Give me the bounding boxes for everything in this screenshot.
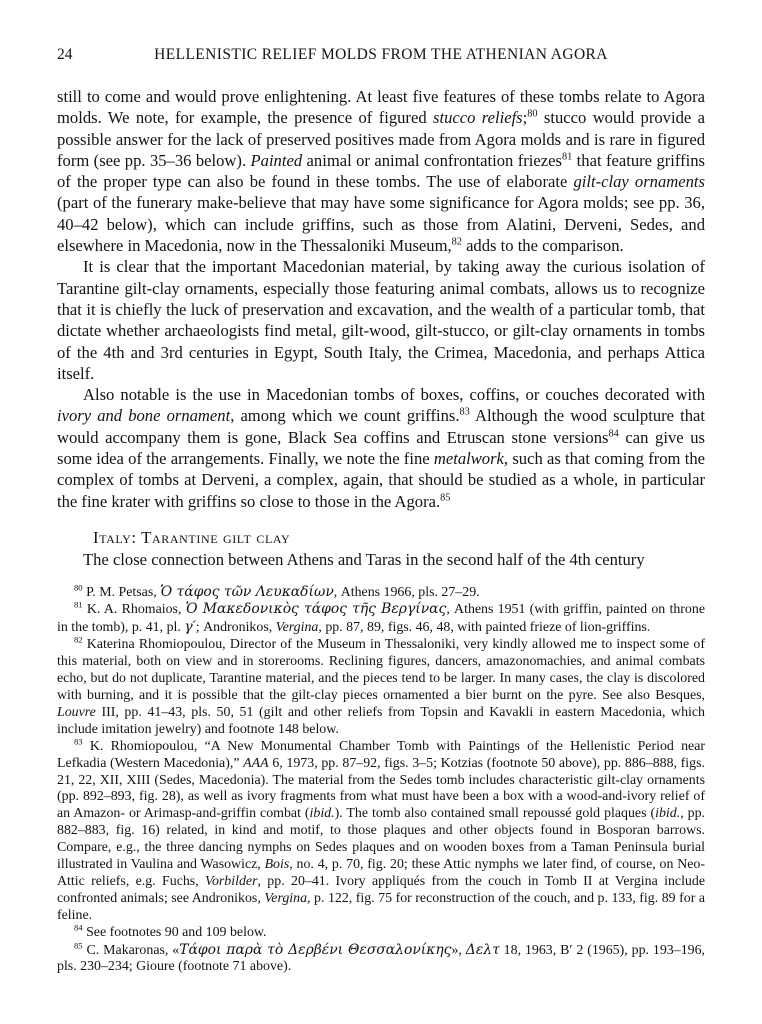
text-segment: See footnotes 90 and 109 below. — [82, 924, 267, 940]
footnote-82 — [57, 634, 705, 738]
footnote-83 — [57, 736, 706, 925]
text-segment: can give us some idea of the arrangements. Finally, we note the fine — [57, 427, 706, 469]
footnote-reference: 83 — [459, 406, 470, 418]
text-segment: still to come and would prove enlightening. At least five features of these tombs relate to Agora molds. We note, for example, the presence of figured — [57, 87, 705, 128]
footnote-reference: 81 — [561, 151, 573, 163]
text-segment: , pp. 882–883, fig. 16) related, in kind and motif, to those plaques and other objects found in Bosporan barrows. Compare, e.g., the three dancing nymphs on Sedes plaques and on wooden boxes from a Taman Peninsula burial illustrated in Vaulina and Wasowicz, — [57, 806, 706, 873]
text-segment: Ὁ Μακεδονικὸς τάφος τῆς Βεργίνας — [185, 601, 447, 618]
text-segment: , no. 4, p. 70, fig. 20; these Attic nymphs we later find, of course, on Neo-Attic reliefs, e.g. Fuchs, — [57, 857, 705, 889]
text-segment: C. Makaronas, « — [82, 942, 180, 958]
text-segment: K. A. Rhomaios, — [82, 602, 186, 618]
text-segment: γ′ — [184, 619, 196, 636]
text-segment: Although the wood sculpture that would accompany them is gone, Black Sea coffins and Etruscan stone versions — [57, 406, 705, 447]
text-segment: Vergina — [275, 620, 319, 636]
text-segment: adds to the comparison. — [461, 236, 624, 256]
text-segment: Vergina — [264, 890, 308, 906]
footnote-81 — [57, 601, 705, 637]
text-segment: Also notable is the use in Macedonian tombs of boxes, coffins, or couches decorated with — [83, 385, 705, 405]
footnote-reference: 82 — [451, 236, 462, 248]
footnote-reference: 84 — [74, 922, 83, 933]
text-segment: AAA — [243, 755, 269, 771]
page-header — [57, 46, 705, 68]
footnote-reference: 82 — [74, 634, 83, 645]
text-segment: P. M. Petsas, — [82, 584, 161, 600]
text-segment: , p. 122, fig. 75 for reconstruction of the couch, and p. 133, fig. 89 for a feline. — [57, 890, 705, 923]
footnote-84 — [57, 922, 705, 942]
text-segment: ; — [522, 108, 528, 128]
text-segment: 18, 1963, Β′ 2 (1965), pp. 193–196, pls. 230–234; Gioure (footnote 71 above). — [57, 942, 705, 975]
text-segment: 6, 1973, pp. 87–92, figs. 3–5; Kotzias (footnote 50 above), pp. 886–888, figs. 21, 22, XII, XIII (Sedes, Macedonia). The material from the Sedes tomb includes characteristic gilt-clay ornaments (pp. 892–893, fig. 28), as well as ivory fragments from what must have been a box with a wood-and-ivory relief of an Amazon- or Arimasp-and-griffin combat ( — [57, 755, 705, 822]
section-opening-paragraph: The close connection between Athens and Taras in the second half of the 4th century — [83, 550, 645, 570]
text-segment: Τάφοι παρὰ τὸ Δερβένι Θεσσαλονίκης — [179, 941, 452, 958]
text-segment: », — [451, 942, 466, 958]
text-segment: Katerina Rhomiopoulou, Director of the Museum in Thessaloniki, very kindly allowed me to inspect some of this material, both on view and in storerooms. Reclining figures, dancers, amazonomachies, and animal combats echo, but do not duplicate, Tarantine material, and the pieces tend to be larger. In many cases, the clay is discolored with burning, and it is possible that the gilt-clay pieces ornamented a bier burnt on the pyre. See also Besques, — [57, 637, 705, 703]
text-segment: , pp. 87, 89, figs. 46, 48, with painted frieze of lion-griffins. — [318, 620, 651, 636]
text-segment: , pp. 20–41. Ivory appliqués from the couch in Tomb II at Vergina include confronted animals; see Andronikos, — [57, 873, 705, 906]
running-title: HELLENISTIC RELIEF MOLDS FROM THE ATHENIAN AGORA — [154, 46, 608, 63]
text-segment: Δελτ — [465, 941, 500, 958]
footnote-reference: 84 — [608, 428, 619, 440]
text-segment: , Athens 1951 (with griffin, painted on throne in the tomb), p. 41, pl. — [57, 602, 705, 636]
footnote-85 — [57, 939, 705, 977]
text-segment: ibid. — [655, 806, 681, 822]
footnote-80 — [57, 581, 705, 602]
footnote-reference: 85 — [74, 939, 83, 950]
body-paragraph — [57, 384, 705, 512]
body-paragraph — [57, 86, 705, 256]
page-number: 24 — [57, 46, 73, 63]
text-segment: Ὁ τάφος τῶν Λευκαδίων — [160, 583, 334, 600]
text-segment: metalwork — [433, 449, 504, 469]
text-segment: It is clear that the important Macedonian material, by taking away the curious isolation of Tarantine gilt-clay ornaments, especially those featuring animal combats, allows us to recognize that it is chiefly the luck of preservation and excavation, and the wealth of a particular tomb, that dictate whether archaeologists find metal, gilt-wood, gilt-stucco, or gilt-clay ornaments in tombs of the 4th and 3rd centuries in Egypt, South Italy, the Crimea, Macedonia, and perhaps Attica itself. — [57, 257, 705, 383]
text-segment: (part of the funerary make-believe that may have some significance for Agora molds; see pp. 36, 40–42 below), which can include griffins, such as those from Alatini, Derveni, Sedes, and elsewhere in Macedonia, now in the Thessaloniki Museum, — [57, 193, 705, 256]
text-segment: Bois — [264, 857, 290, 873]
text-segment: that feature griffins of the proper type can also be found in these tombs. The use of elaborate — [57, 150, 706, 192]
body-paragraph — [57, 256, 705, 384]
text-segment: ). The tomb also contained small repoussé gold plaques ( — [334, 806, 656, 822]
text-segment: ; Andronikos, — [195, 620, 276, 636]
text-segment: , such as that coming from the complex of tombs at Derveni, a complex, again, that should be studied as a whole, in particular the fine krater with griffins so close to those in the Agora. — [57, 449, 705, 511]
text-segment: Louvre — [57, 704, 96, 720]
footnote-reference: 80 — [74, 581, 83, 592]
text-segment: animal or animal confrontation friezes — [302, 150, 562, 170]
body-paragraphs — [57, 86, 705, 512]
text-segment: K. Rhomiopoulou, “A New Monumental Chamber Tomb with Paintings of the Hellenistic Period near Lefkadia (Western Macedonia),” — [57, 738, 705, 771]
text-segment: stucco reliefs — [433, 108, 523, 128]
text-segment: ibid. — [309, 806, 335, 822]
footnotes — [57, 581, 706, 977]
text-segment: , among which we count griffins. — [230, 406, 460, 426]
footnote-reference: 83 — [74, 736, 83, 747]
text-segment: ivory and bone ornament — [57, 406, 231, 426]
text-segment: , Athens 1966, pls. 27–29. — [333, 584, 480, 600]
text-segment: Painted — [250, 150, 303, 170]
text-segment: stucco would provide a possible answer for the lack of preserved positives made from Agora molds and is rare in figured form (see pp. 35–36 below). — [57, 108, 705, 170]
text-segment: Vorbilder — [205, 873, 258, 889]
footnote-reference: 85 — [440, 492, 451, 504]
text-segment: gilt-clay ornaments — [573, 172, 705, 192]
text-segment: III, pp. 41–43, pls. 50, 51 (gilt and other reliefs from Topsin and Kavakli in eastern Macedonia, which include imitation jewelry) and footnote 148 below. — [57, 704, 705, 737]
footnote-reference: 81 — [74, 599, 83, 610]
section-heading: Italy: Tarantine gilt clay — [93, 527, 291, 547]
footnote-reference: 80 — [527, 108, 538, 120]
